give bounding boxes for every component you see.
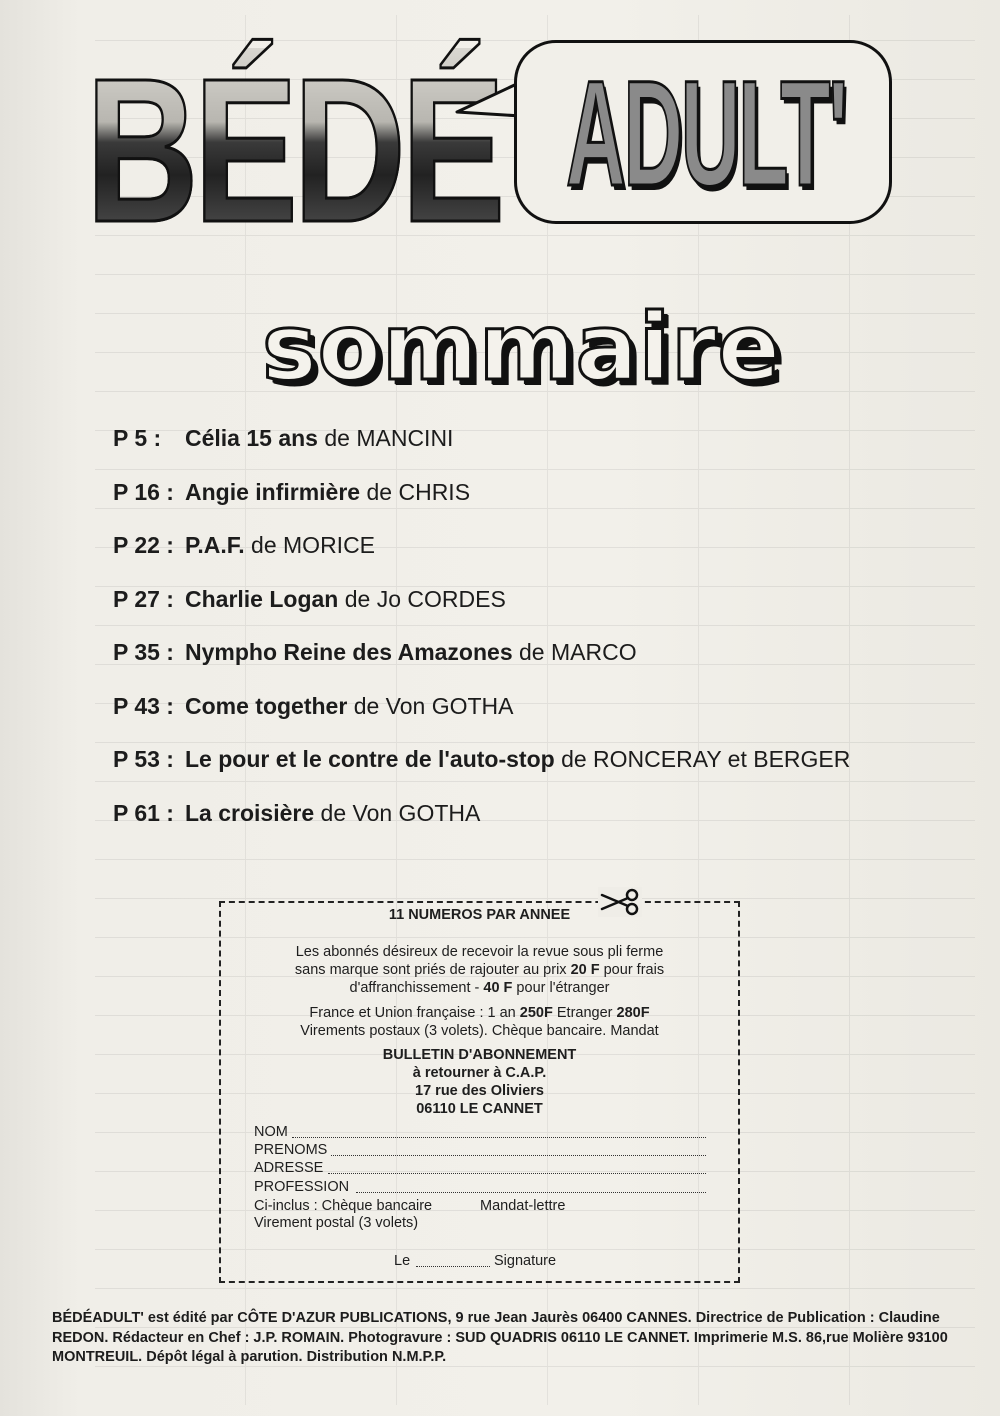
toc-author: de MARCO: [519, 639, 637, 665]
toc-item: [113, 525, 973, 579]
field-nom-input[interactable]: [292, 1137, 706, 1138]
toc-author: de MORICE: [251, 532, 376, 558]
publication-imprint: BÉDÉADULT' est édité par CÔTE D'AZUR PUBLICATIONS, 9 rue Jean Jaurès 06400 CANNES. Directrice de Publication : Claudine REDON. Rédacteur en Chef : J.P. ROMAIN. Photogravure : SUD QUADRIS 06110 LE CANNET. Imprimerie M.S. 86,rue Molière 93100 MONTREUIL. Dépôt légal à parution. Distribution N.M.P.P.: [52, 1310, 948, 1365]
toc-item: [113, 686, 973, 740]
coupon-intro-text: pour l'étranger: [512, 980, 610, 996]
bulletin-city: 06110 LE CANNET: [416, 1101, 543, 1117]
date-input[interactable]: [416, 1266, 490, 1267]
toc-title: Nympho Reine des Amazones: [185, 639, 513, 665]
option-cheque[interactable]: Ci-inclus : Chèque bancaire: [254, 1198, 433, 1214]
field-nom-label: NOM: [254, 1124, 288, 1140]
coupon-price-closed-envelope: 20 F: [570, 962, 600, 978]
toc-author: de CHRIS: [366, 478, 471, 505]
logo-bede-word: BÉDÉ: [86, 36, 501, 265]
toc-title: P.A.F.: [185, 532, 245, 558]
coupon-intro-line-3: [219, 979, 740, 997]
toc-author: de MANCINI: [324, 425, 454, 451]
toc-item: [113, 793, 973, 847]
toc-page: P 16 :: [113, 478, 174, 505]
coupon-price-abroad: 280F: [616, 1005, 650, 1021]
coupon-price-france: 250F: [519, 1005, 553, 1021]
field-prenoms-label: PRENOMS: [254, 1142, 328, 1158]
signature-label: Signature: [494, 1253, 557, 1269]
toc-author: de Jo CORDES: [344, 585, 506, 612]
coupon-intro-text: d'affranchissement -: [349, 980, 484, 996]
coupon-header: 11 NUMEROS PAR ANNEE: [388, 907, 571, 923]
field-adresse-input[interactable]: [328, 1173, 706, 1174]
toc-title: Angie infirmière: [185, 478, 361, 505]
bulletin-return-to: à retourner à C.A.P.: [412, 1065, 547, 1081]
toc-author: de RONCERAY et BERGER: [561, 746, 851, 772]
bulletin-street: 17 rue des Oliviers: [415, 1083, 544, 1099]
table-of-contents: [113, 418, 973, 846]
toc-page: P 35 :: [113, 639, 174, 665]
coupon-prices: [219, 1004, 740, 1022]
toc-title: Charlie Logan: [185, 585, 339, 612]
toc-page: P 61 :: [113, 799, 174, 826]
date-label: Le: [394, 1253, 411, 1269]
field-prenoms-input[interactable]: [331, 1155, 706, 1156]
page-title: sommaire: [262, 294, 782, 401]
logo-adult-word: ADULT': [566, 49, 846, 217]
option-virement-postal[interactable]: Virement postal (3 volets): [254, 1215, 419, 1231]
coupon-payment-methods: Virements postaux (3 volets). Chèque bancaire. Mandat: [300, 1023, 659, 1039]
toc-item: [113, 579, 973, 633]
coupon-intro-line-1: Les abonnés désireux de recevoir la revue sous pli ferme: [295, 944, 664, 960]
toc-item: [113, 472, 973, 526]
toc-author: de Von GOTHA: [320, 799, 481, 826]
toc-item: [113, 632, 973, 686]
coupon-price-abroad-postage: 40 F: [483, 980, 513, 996]
field-profession-input[interactable]: [356, 1192, 706, 1193]
coupon-intro-text: sans marque sont priés de rajouter au prix: [294, 962, 571, 978]
toc-item: [113, 418, 973, 472]
coupon-intro-text: pour frais: [599, 962, 665, 978]
toc-item: [113, 739, 973, 793]
field-adresse-label: ADRESSE: [254, 1160, 324, 1176]
toc-title: Come together: [185, 692, 348, 719]
option-mandat-lettre[interactable]: Mandat-lettre: [480, 1198, 566, 1214]
bulletin-title: BULLETIN D'ABONNEMENT: [382, 1047, 577, 1063]
toc-page: P 43 :: [113, 692, 174, 719]
toc-title: Le pour et le contre de l'auto-stop: [185, 746, 555, 772]
toc-page: P 53 :: [113, 746, 174, 772]
toc-page: P 22 :: [113, 532, 174, 558]
coupon-price-text: France et Union française : 1 an: [309, 1005, 520, 1021]
toc-title: La croisière: [185, 799, 315, 826]
toc-page: P 5 :: [113, 425, 162, 451]
coupon-intro-line-2: [219, 961, 740, 979]
field-profession-label: PROFESSION: [254, 1179, 350, 1195]
toc-author: de Von GOTHA: [353, 692, 514, 719]
toc-page: P 27 :: [113, 585, 174, 612]
coupon-price-text: Etranger: [552, 1005, 617, 1021]
toc-title: Célia 15 ans: [185, 425, 318, 451]
